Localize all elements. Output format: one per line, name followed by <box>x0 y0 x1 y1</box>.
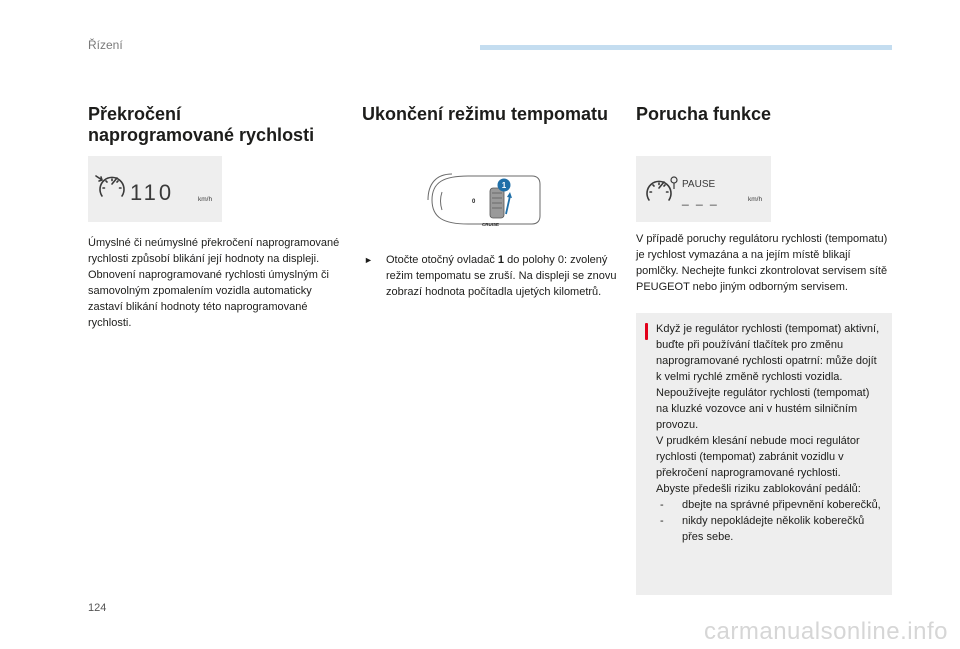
section-malfunction <box>636 104 892 543</box>
stalk-diagram <box>422 170 547 230</box>
instruction-before: Otočte otočný ovladač <box>386 254 498 266</box>
instruction-text <box>386 252 617 300</box>
cruise-stalk-icon <box>422 170 547 230</box>
instruction-after: do polohy 0: zvolený režim tempomatu se zruší. Na displeji se znovu zobrazí hodnota počítadla ujetých kilometrů. <box>386 254 617 298</box>
header-title: Řízení <box>88 38 123 52</box>
header-bar <box>480 45 892 50</box>
section-title-overspeed <box>88 104 343 146</box>
title-line-2: naprogramované rychlosti <box>88 125 315 145</box>
warning-text <box>656 321 884 545</box>
warning-box <box>636 313 892 595</box>
diagram-callout: 1 <box>501 181 507 190</box>
display-unit: km/h <box>748 196 763 203</box>
list-item: - nikdy nepokládejte několik koberečků přes sebe. <box>660 515 865 543</box>
malfunction-text <box>636 231 892 295</box>
list-item: - dbejte na správné připevnění koberečků, <box>660 499 881 511</box>
instruction-bold: 1 <box>497 254 505 266</box>
paragraph: V případě poruchy regulátoru rychlosti (tempomatu) je rychlost vymazána a na jejím místě blikají pomlčky. Nechejte funkci zkontrolovat servisem sítě PEUGEOT nebo jiným odborným servisem. <box>636 233 888 293</box>
title-line-1: Překročení <box>88 104 182 124</box>
warning-mark-icon <box>645 323 648 340</box>
instruction-bullet <box>362 252 617 300</box>
section-cruise-off <box>362 104 617 298</box>
warning-paragraph: Když je regulátor rychlosti (tempomat) aktivní, buďte při používání tlačítek pro změnu naprogramované rychlosti opatrní: může dojít k velmi rychlé změně rychlosti vozidla. <box>656 323 880 383</box>
display-pause: PAUSE <box>682 179 716 190</box>
page-number: 124 <box>88 602 107 614</box>
section-title-cruise-off: Ukončení režimu tempomatu <box>362 104 609 124</box>
display-unit: km/h <box>198 196 213 203</box>
section-overspeed <box>88 104 343 329</box>
pause-display <box>636 156 771 222</box>
paragraph: Obnovení naprogramované rychlosti úmyslným či samovolným zpomalením vozidla automaticky zastaví blikání hodnoty této naprogramované rychlosti. <box>88 269 329 329</box>
paragraph: Úmyslné či neúmyslné překročení naprogramované rychlosti způsobí blikání její hodnoty na displeji. <box>88 237 340 265</box>
diagram-cruise: CRUISE <box>482 222 500 227</box>
display-speed: 110 <box>130 180 175 205</box>
warning-paragraph: V prudkém klesání nebude moci regulátor rychlosti (tempomat) zabránit vozidlu v překročení naprogramované rychlosti. <box>656 435 860 479</box>
warning-paragraph: Abyste předešli riziku zablokování pedálů: <box>656 483 861 495</box>
watermark: carmanualsonline.info <box>704 618 948 645</box>
speedometer-icon <box>636 156 771 222</box>
display-dashes: _ _ _ <box>682 192 719 206</box>
speedometer-icon <box>88 156 222 222</box>
warning-paragraph: Nepoužívejte regulátor rychlosti (tempomat) na kluzké vozovce ani v hustém silničním provozu. <box>656 387 870 431</box>
section-title-malfunction: Porucha funkce <box>636 104 772 124</box>
diagram-zero: 0 <box>472 199 476 205</box>
bullet-arrow-icon: ► <box>364 255 373 265</box>
overspeed-text <box>88 235 343 331</box>
speed-display <box>88 156 222 222</box>
